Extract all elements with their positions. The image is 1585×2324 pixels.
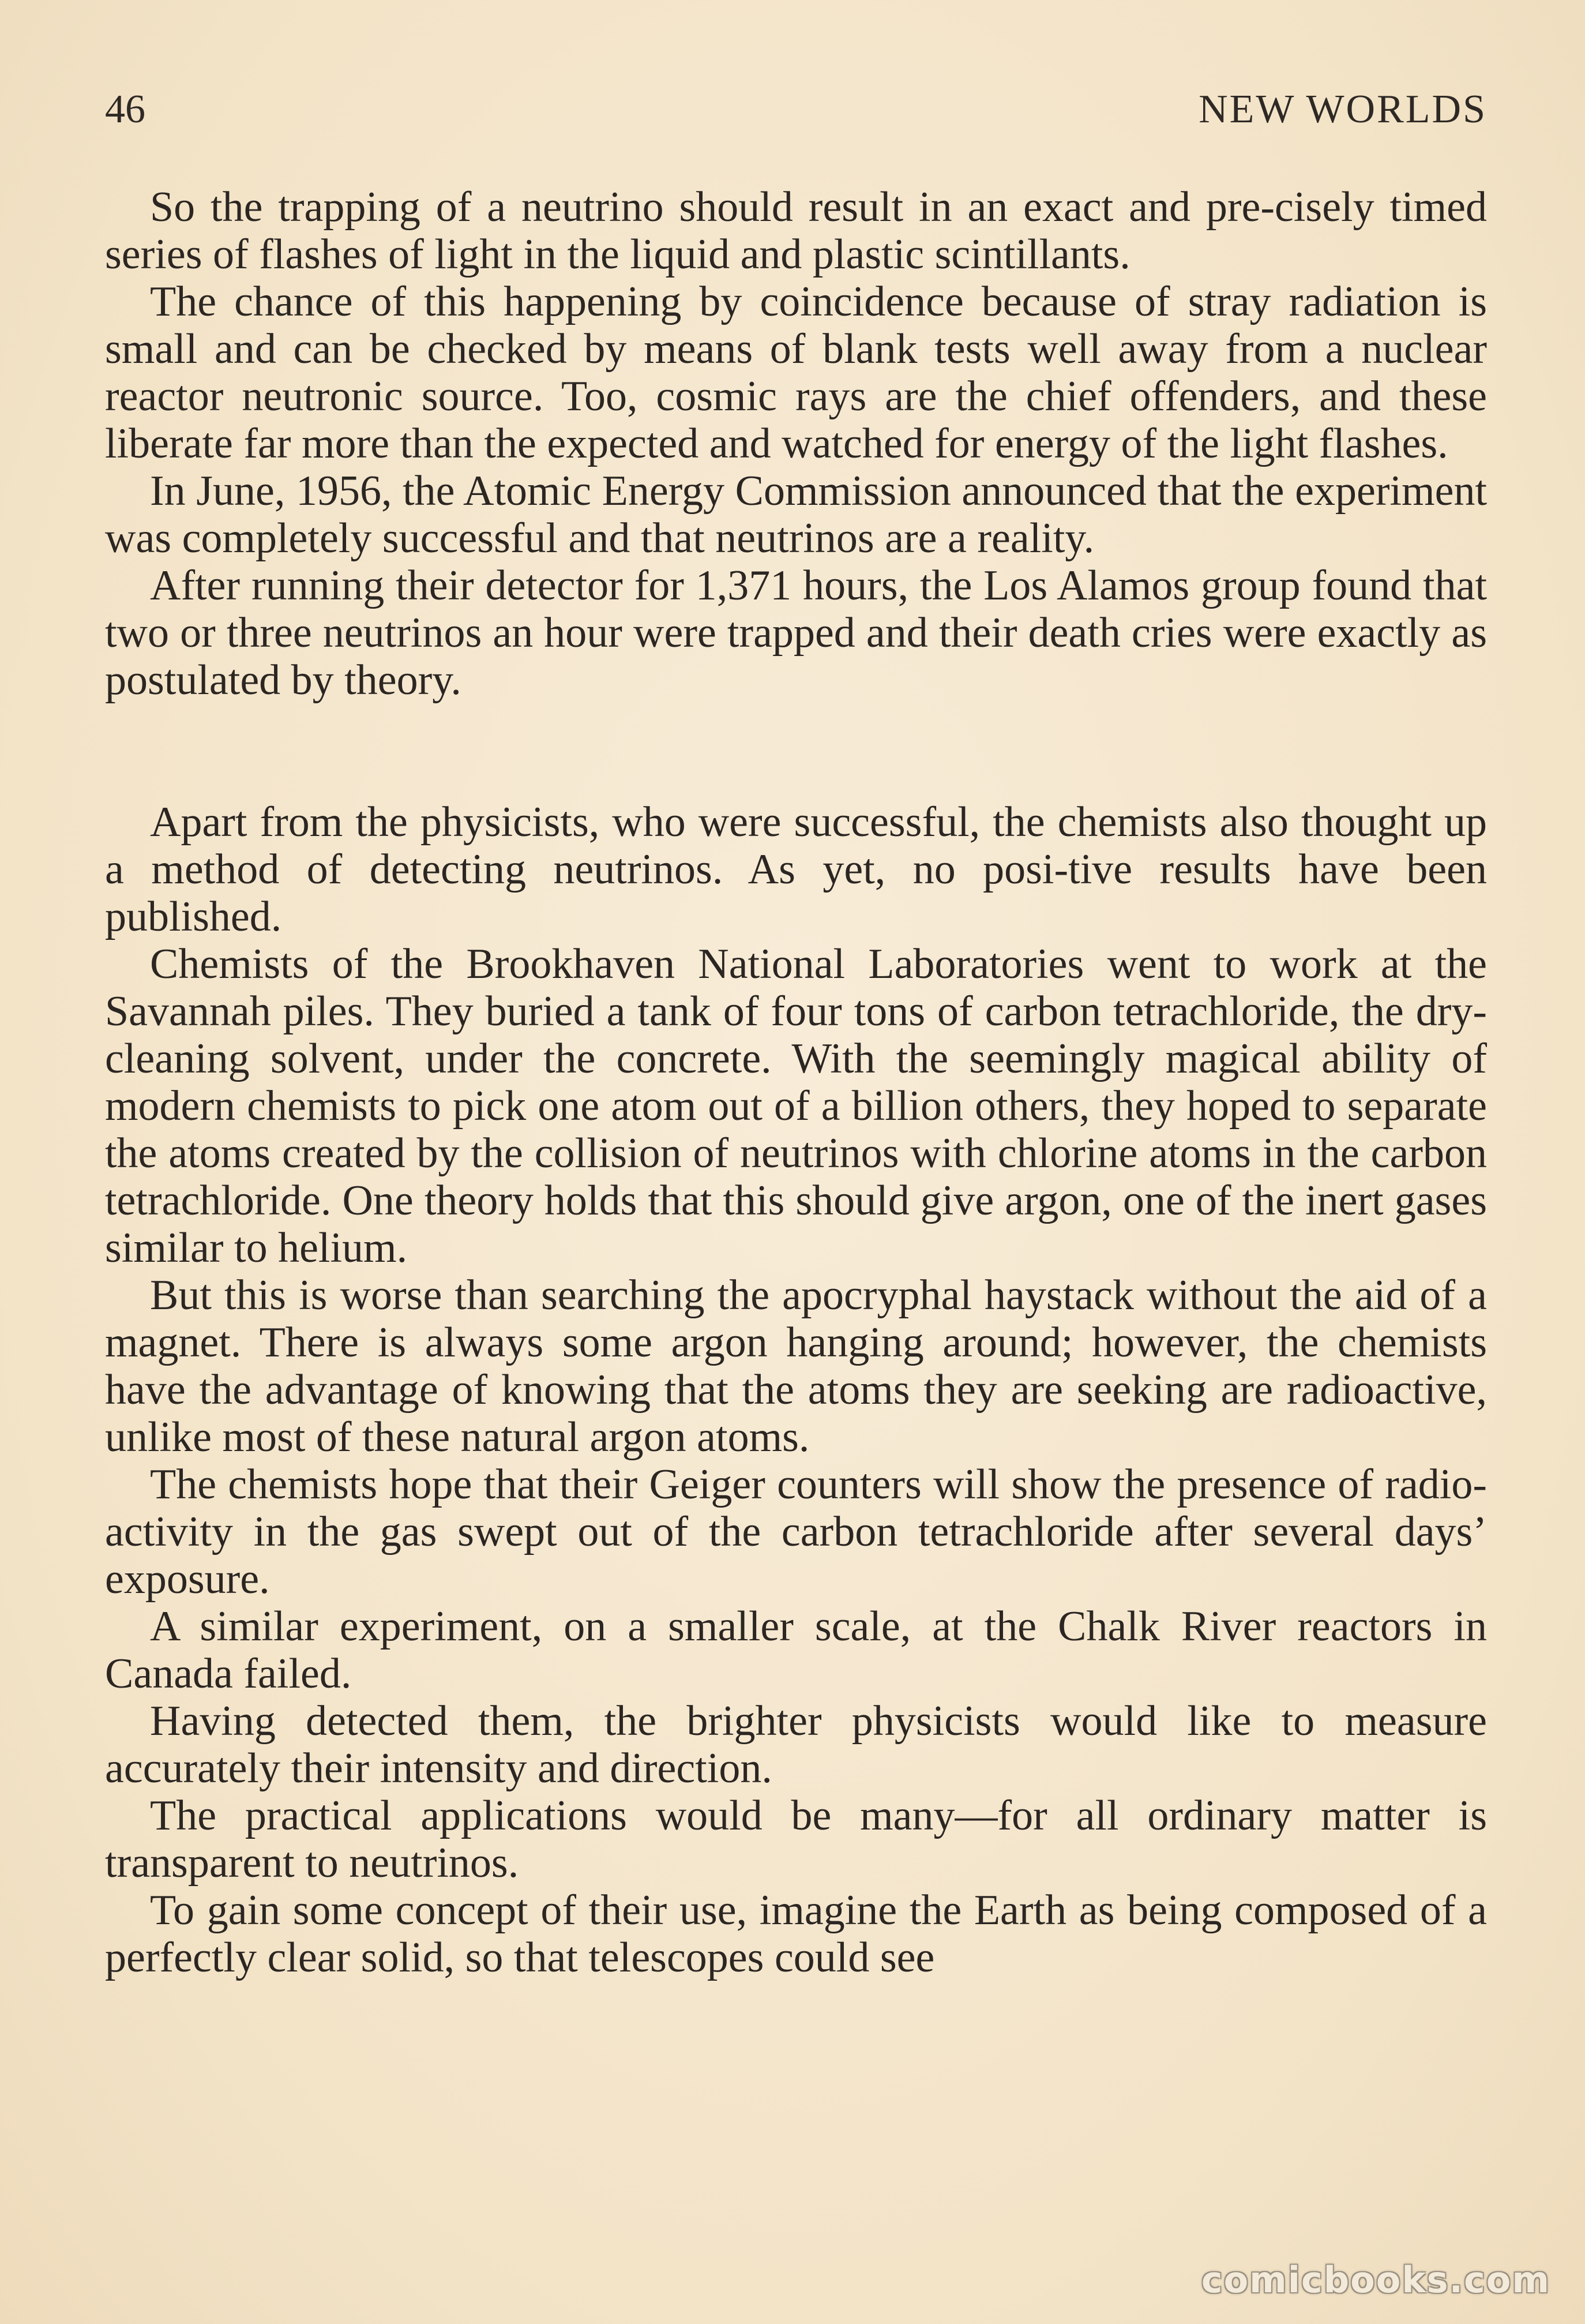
paragraph: Having detected them, the brighter physicists would like to measure accurately their intensity and direction. [105,1697,1487,1792]
section-break [105,704,1487,799]
paragraph: A similar experiment, on a smaller scale, at the Chalk River reactors in Canada failed. [105,1603,1487,1697]
paragraph: So the trapping of a neutrino should result in an exact and pre-cisely timed series of flashes of light in the liquid and plastic scintillants. [105,183,1487,278]
running-head: NEW WORLDS [1199,87,1487,132]
paragraph: The chemists hope that their Geiger counters will show the presence of radio-activity in the gas swept out of the carbon tetrachloride after several days’ exposure. [105,1461,1487,1603]
paragraph: The chance of this happening by coincidence because of stray radiation is small and can be checked by means of blank tests well away from a nuclear reactor neutronic source. Too, cosmic rays are the chief offenders, and these liberate far more than the expected and watched for energy of the light flashes. [105,278,1487,467]
paragraph: After running their detector for 1,371 hours, the Los Alamos group found that two or three neutrinos an hour were trapped and their death cries were exactly as postulated by theory. [105,562,1487,704]
paragraph: To gain some concept of their use, imagine the Earth as being composed of a perfectly clear solid, so that telescopes could see [105,1887,1487,1981]
watermark: comicbooks.com [1201,2259,1550,2301]
body-text [105,183,1487,1981]
paragraph: In June, 1956, the Atomic Energy Commission announced that the experiment was completely successful and that neutrinos are a reality. [105,467,1487,562]
page-header [105,87,1487,138]
page-number: 46 [105,87,145,132]
paragraph: Chemists of the Brookhaven National Laboratories went to work at the Savannah piles. They buried a tank of four tons of carbon tetrachloride, the dry-cleaning solvent, under the concrete. With the seemingly magical ability of modern chemists to pick one atom out of a billion others, they hoped to separate the atoms created by the collision of neutrinos with chlorine atoms in the carbon tetrachloride. One theory holds that this should give argon, one of the inert gases similar to helium. [105,940,1487,1272]
paragraph: But this is worse than searching the apocryphal haystack without the aid of a magnet. There is always some argon hanging around; however, the chemists have the advantage of knowing that the atoms they are seeking are radioactive, unlike most of these natural argon atoms. [105,1272,1487,1461]
paragraph: The practical applications would be many—for all ordinary matter is transparent to neutrinos. [105,1792,1487,1887]
paragraph: Apart from the physicists, who were successful, the chemists also thought up a method of detecting neutrinos. As yet, no posi-tive results have been published. [105,799,1487,940]
